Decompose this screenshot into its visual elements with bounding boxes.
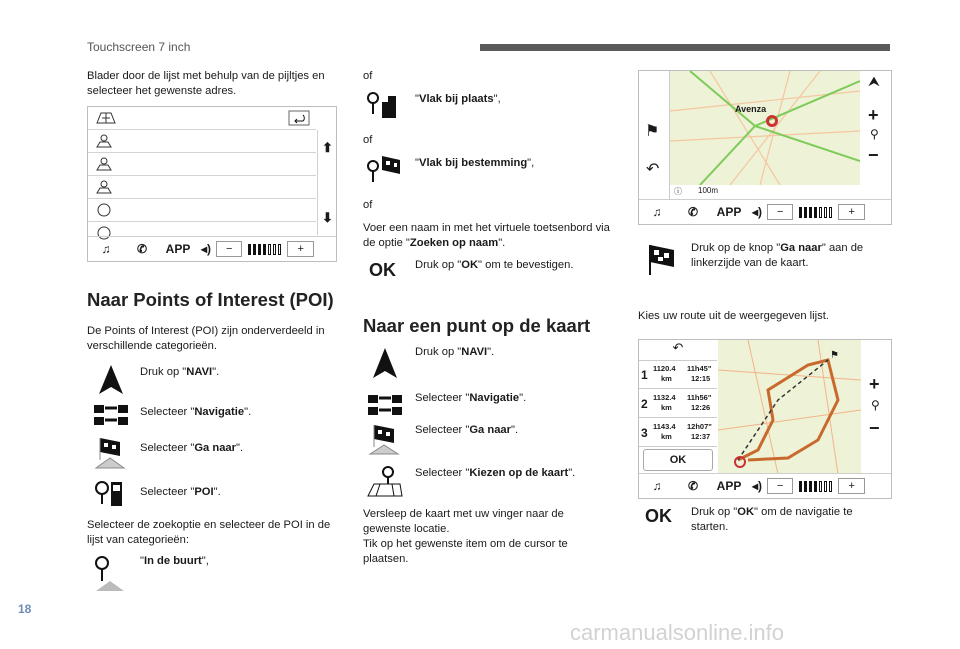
heading-poi: Naar Points of Interest (POI) <box>87 289 334 310</box>
info-icon[interactable]: ⓘ <box>674 187 682 196</box>
list-item[interactable] <box>88 199 316 222</box>
route-option-2[interactable]: 2 1132.4 km 11h56" 12:26 <box>639 389 717 418</box>
arrival-time: 12:37 <box>691 432 711 441</box>
cursor-icon[interactable] <box>766 115 778 127</box>
place-icon <box>96 180 112 194</box>
music-icon[interactable]: ♫ <box>652 479 662 493</box>
map-view[interactable] <box>670 71 860 185</box>
volume-down-button[interactable]: − <box>216 241 242 257</box>
bottom-toolbar <box>639 199 891 224</box>
drag-map-text: Versleep de kaart met uw vinger naar de gewenste locatie. <box>363 508 564 535</box>
zoom-out-icon[interactable]: − <box>869 418 880 438</box>
map-icon <box>96 111 116 125</box>
near-city-icon <box>366 90 404 120</box>
back-icon[interactable] <box>288 110 310 126</box>
volume-level <box>248 244 281 255</box>
start-marker-icon <box>734 456 746 468</box>
list-header-row <box>88 107 316 130</box>
music-icon[interactable]: ♫ <box>101 242 111 256</box>
navigation-map-icon <box>92 402 130 428</box>
step-poi: Selecteer "POI". <box>140 486 221 498</box>
scroll-up-icon[interactable]: ⬆ <box>322 140 333 155</box>
phone-icon[interactable]: ✆ <box>687 205 699 219</box>
step-navi: Druk op "NAVI". <box>140 366 220 378</box>
step-navigatie: Selecteer "Navigatie". <box>140 406 252 418</box>
distance: 1120.4 <box>653 364 676 373</box>
step-ok-start: Druk op "OK" om de navigatie te starten. <box>691 506 853 533</box>
list-item[interactable] <box>88 176 316 199</box>
distance: 1143.4 <box>653 422 676 431</box>
volume-down-button[interactable]: − <box>767 204 793 220</box>
apps-button[interactable]: APP <box>165 242 191 256</box>
distance: 1132.4 <box>653 393 676 402</box>
step-ok-confirm: Druk op "OK" om te bevestigen. <box>415 259 574 271</box>
zoom-in-icon[interactable]: + <box>868 105 879 125</box>
map-zoom-bar <box>860 71 890 185</box>
pin-icon[interactable]: ⚲ <box>871 398 880 412</box>
bottom-toolbar <box>88 236 336 261</box>
list-scrollbar[interactable] <box>317 130 336 235</box>
step-ga-naar: Selecteer "Ga naar". <box>140 442 244 454</box>
duration: 12h07" <box>687 422 712 431</box>
destination-flag-icon <box>368 421 402 455</box>
navigation-map-icon <box>366 392 404 418</box>
route-ok-button[interactable]: OK <box>643 449 713 471</box>
running-header: Touchscreen 7 inch <box>87 40 191 54</box>
place-icon <box>96 157 112 171</box>
map-roads <box>670 71 860 185</box>
choose-route-text: Kies uw route uit de weergegeven lijst. <box>638 310 829 322</box>
volume-up-button[interactable]: + <box>287 241 313 257</box>
step-kiezen-op-kaart: Selecteer "Kiezen op de kaart". <box>415 467 576 479</box>
navi-icon <box>94 363 128 397</box>
volume-up-button[interactable]: + <box>838 204 864 220</box>
option-vlak-bij-bestemming: "Vlak bij bestemming", <box>415 157 535 169</box>
route-option-3[interactable]: 3 1143.4 km 12h07" 12:37 <box>639 418 717 447</box>
choose-on-map-icon <box>366 464 404 498</box>
or-1: of <box>363 70 373 82</box>
compass-icon[interactable]: ⮝ <box>868 73 880 89</box>
map-scale: 100m <box>698 186 719 195</box>
bottom-toolbar <box>639 473 891 498</box>
tap-item-text: Tik op het gewenste item om de cursor te plaatsen. <box>363 538 568 565</box>
phone-icon[interactable]: ✆ <box>687 479 699 493</box>
header-bar <box>480 44 890 51</box>
poi-fuel-icon <box>94 478 128 514</box>
destination-flag-icon <box>94 434 128 470</box>
arrival-time: 12:26 <box>691 403 711 412</box>
globe-icon <box>96 203 112 217</box>
volume-level <box>799 481 832 492</box>
zoom-in-icon[interactable]: + <box>869 374 880 394</box>
list-item[interactable] <box>88 153 316 176</box>
volume-up-button[interactable]: + <box>838 478 864 494</box>
route-map-view[interactable] <box>718 340 861 474</box>
step-ga-naar-button: Druk op de knop "Ga naar" aan de linkerzijde van de kaart. <box>691 242 864 269</box>
route-list <box>639 340 717 474</box>
volume-icon: ◂) <box>200 242 212 256</box>
place-icon <box>96 134 112 148</box>
go-to-flag-icon[interactable]: ⚑ <box>645 123 660 140</box>
pin-icon[interactable]: ⚲ <box>870 127 879 141</box>
destination-flag-icon <box>644 241 680 277</box>
route-zoom-bar <box>861 340 891 474</box>
map-screen <box>638 70 892 225</box>
ok-icon: OK <box>645 506 672 526</box>
scroll-down-icon[interactable]: ⬇ <box>322 210 333 225</box>
page-number: 18 <box>18 602 32 616</box>
select-category-text: Selecteer de zoekoptie en selecteer de POI in de lijst van categorieën: <box>87 519 331 546</box>
step-navigatie-2: Selecteer "Navigatie". <box>415 392 527 404</box>
search-by-name-text: Voer een naam in met het virtuele toetsenbord via de optie "Zoeken op naam". <box>363 222 610 249</box>
step-navi-2: Druk op "NAVI". <box>415 346 495 358</box>
route-lines <box>718 340 861 474</box>
option-vlak-bij-plaats: "Vlak bij plaats", <box>415 93 501 105</box>
finish-flag-icon: ⚑ <box>830 350 839 361</box>
heading-map-point: Naar een punt op de kaart <box>363 315 591 336</box>
apps-button[interactable]: APP <box>716 205 742 219</box>
option-in-de-buurt: "In de buurt", <box>140 555 209 567</box>
step-ga-naar-2: Selecteer "Ga naar". <box>415 424 519 436</box>
volume-icon: ◂) <box>751 205 763 219</box>
map-left-bar <box>639 71 670 199</box>
music-icon[interactable]: ♫ <box>652 205 662 219</box>
zoom-out-icon[interactable]: − <box>868 145 879 165</box>
or-2: of <box>363 134 373 146</box>
back-icon[interactable]: ↶ <box>646 161 660 178</box>
volume-down-button[interactable]: − <box>767 478 793 494</box>
ok-icon: OK <box>369 260 396 280</box>
route-screen <box>638 339 892 499</box>
intro-text: Blader door de lijst met behulp van de pijltjes en selecteer het gewenste adres. <box>87 70 325 97</box>
phone-icon[interactable]: ✆ <box>136 242 148 256</box>
volume-icon: ◂) <box>751 479 763 493</box>
duration: 11h56" <box>687 393 712 402</box>
duration: 11h45" <box>687 364 712 373</box>
poi-list-screen <box>87 106 337 262</box>
volume-level <box>799 207 832 218</box>
near-destination-icon <box>366 152 404 186</box>
navi-icon <box>369 346 401 380</box>
map-scale-bar <box>670 185 860 199</box>
poi-intro: De Points of Interest (POI) zijn onderverdeeld in verschillende categorieën. <box>87 325 325 352</box>
watermark: carmanualsonline.info <box>570 620 785 645</box>
back-icon[interactable]: ↶ <box>639 340 717 361</box>
arrival-time: 12:15 <box>691 374 711 383</box>
nearby-icon <box>92 553 128 593</box>
map-city-label: Avenza <box>735 104 767 114</box>
route-option-1[interactable]: 1 1120.4 km 11h45" 12:15 <box>639 360 717 389</box>
apps-button[interactable]: APP <box>716 479 742 493</box>
or-3: of <box>363 199 373 211</box>
list-item[interactable] <box>88 130 316 153</box>
